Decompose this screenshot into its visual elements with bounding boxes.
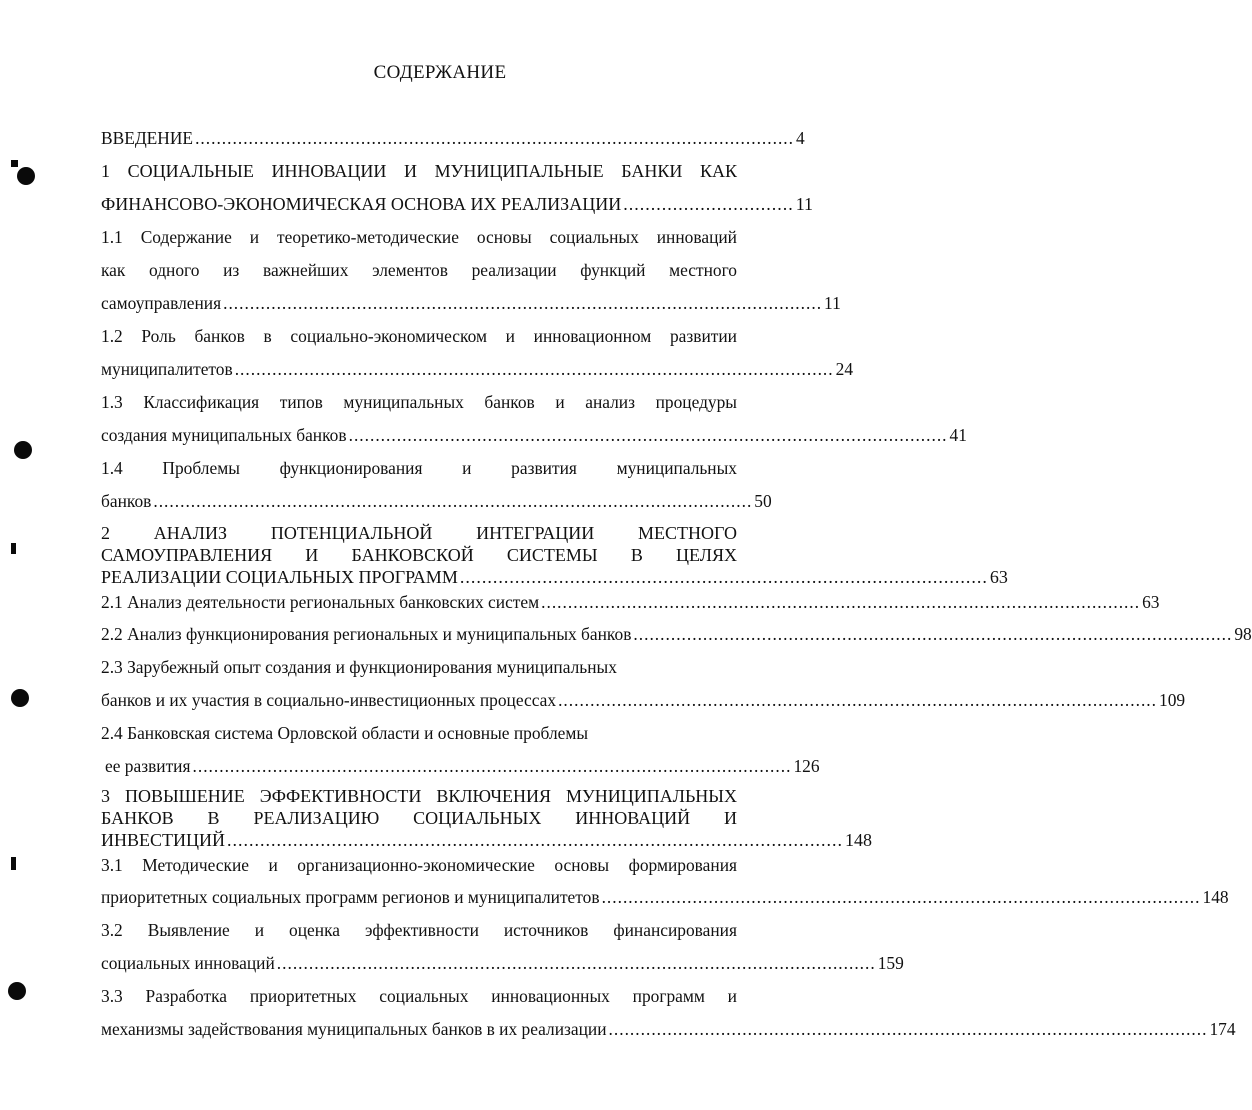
- toc-page-number: 109: [1159, 690, 1186, 710]
- dot-leader: ................................................................................................................: [234, 359, 834, 379]
- toc-entry-chapter-3[interactable]: 3 ПОВЫШЕНИЕ ЭФФЕКТИВНОСТИ ВКЛЮЧЕНИЯ МУНИЦИПАЛЬНЫХ: [101, 786, 737, 806]
- toc-page-number: 50: [754, 491, 772, 511]
- toc-page-number: 4: [796, 128, 805, 148]
- toc-page-number: 126: [793, 756, 820, 776]
- toc-entry-chapter-1-cont[interactable]: [101, 188, 814, 221]
- toc-entry-3-2[interactable]: 3.2 Выявление и оценка эффективности источников финансирования: [101, 920, 737, 940]
- scan-mark: [11, 857, 16, 870]
- toc-entry-title: муниципалитетов: [101, 359, 233, 379]
- toc-page-number: 24: [835, 359, 854, 379]
- dot-leader: ................................................................................................................: [227, 830, 843, 850]
- toc-page-number: 148: [1202, 887, 1229, 907]
- toc-page-number: 63: [989, 567, 1008, 587]
- toc-entry-3-2-end[interactable]: [101, 947, 904, 980]
- dot-leader: ................................................................................................................: [633, 624, 1233, 644]
- toc-entry-1-3-end[interactable]: [101, 419, 967, 452]
- toc-entry-3-1-end[interactable]: [101, 881, 1229, 914]
- dot-leader: ................................................................................................................: [223, 293, 823, 313]
- toc-entry-title: социальных инноваций: [101, 953, 275, 973]
- toc-entry-1-4[interactable]: 1.4 Проблемы функционирования и развития муниципальных: [101, 458, 737, 478]
- toc-entry-2-3[interactable]: 2.3 Зарубежный опыт создания и функционирования муниципальных: [101, 657, 617, 677]
- toc-page-number: 11: [795, 194, 814, 214]
- toc-entry-title: РЕАЛИЗАЦИИ СОЦИАЛЬНЫХ ПРОГРАММ: [101, 567, 458, 587]
- scan-mark: [11, 160, 18, 167]
- dot-leader: ................................................................................................: [459, 567, 988, 587]
- toc-entry-1-1-end[interactable]: [101, 287, 841, 320]
- toc-entry-2-4-end[interactable]: [101, 750, 820, 783]
- toc-entry-title: 2.2 Анализ функционирования региональных и муниципальных банков: [101, 624, 632, 644]
- toc-entry-1-2-end[interactable]: [101, 353, 854, 386]
- toc-entry-chapter-2-cont[interactable]: САМОУПРАВЛЕНИЯ И БАНКОВСКОЙ СИСТЕМЫ В ЦЕЛЯХ: [101, 545, 737, 565]
- dot-leader: ................................................................................................................: [608, 1019, 1208, 1039]
- scan-mark: [11, 543, 16, 554]
- binder-hole-3: [11, 689, 29, 707]
- dot-leader: ................................................................................................................: [195, 128, 794, 148]
- toc-entry-chapter-3-cont[interactable]: БАНКОВ В РЕАЛИЗАЦИЮ СОЦИАЛЬНЫХ ИННОВАЦИЙ И: [101, 808, 737, 828]
- toc-entry-title: ее развития: [105, 756, 191, 776]
- toc-entry-title: банков: [101, 491, 152, 511]
- toc-entry-title: 2.1 Анализ деятельности региональных банковских систем: [101, 592, 540, 612]
- dot-leader: ................................................................................................................: [192, 756, 792, 776]
- dot-leader: ................................................................................................................: [276, 953, 876, 973]
- toc-entry-chapter-2-end[interactable]: [101, 566, 1008, 588]
- toc-entry-title: ФИНАНСОВО-ЭКОНОМИЧЕСКАЯ ОСНОВА ИХ РЕАЛИЗАЦИИ: [101, 194, 622, 214]
- toc-entry-intro[interactable]: [101, 122, 805, 155]
- toc-entry-3-3-end[interactable]: [101, 1013, 1236, 1046]
- toc-entry-title: механизмы задействования муниципальных банков в их реализации: [101, 1019, 607, 1039]
- page-title: СОДЕРЖАНИЕ: [373, 62, 507, 83]
- toc-entry-2-4[interactable]: 2.4 Банковская система Орловской области и основные проблемы: [101, 723, 589, 743]
- toc-entry-chapter-1[interactable]: 1 СОЦИАЛЬНЫЕ ИННОВАЦИИ И МУНИЦИПАЛЬНЫЕ БАНКИ КАК: [101, 161, 737, 181]
- toc-entry-chapter-2[interactable]: 2 АНАЛИЗ ПОТЕНЦИАЛЬНОЙ ИНТЕГРАЦИИ МЕСТНОГО: [101, 523, 737, 543]
- toc-entry-title: приоритетных социальных программ регионов и муниципалитетов: [101, 887, 600, 907]
- toc-page-number: 174: [1209, 1019, 1236, 1039]
- dot-leader: ................................................................................................................: [558, 690, 1157, 710]
- toc-page-number: 11: [824, 293, 841, 313]
- toc-entry-2-3-end[interactable]: [101, 684, 1186, 717]
- toc-entry-1-1-cont[interactable]: как одного из важнейших элементов реализации функций местного: [101, 260, 737, 280]
- binder-hole-2: [14, 441, 32, 459]
- toc-entry-title: создания муниципальных банков: [101, 425, 347, 445]
- table-of-contents: [101, 122, 1252, 1046]
- toc-entry-chapter-3-end[interactable]: [101, 829, 872, 851]
- toc-entry-3-1[interactable]: 3.1 Методические и организационно-экономические основы формирования: [101, 855, 737, 875]
- toc-entry-2-1[interactable]: [101, 588, 1160, 618]
- dot-leader: ................................................................................................................: [601, 887, 1201, 907]
- toc-entry-1-4-end[interactable]: [101, 485, 772, 518]
- toc-entry-title: ВВЕДЕНИЕ: [101, 128, 194, 148]
- toc-entry-2-2[interactable]: [101, 618, 1252, 651]
- toc-page-number: 63: [1142, 592, 1160, 612]
- toc-page-number: 148: [845, 830, 872, 850]
- binder-hole-1: [17, 167, 35, 185]
- dot-leader: ................................................................................................................: [541, 592, 1141, 612]
- toc-entry-1-1[interactable]: 1.1 Содержание и теоретико-методические основы социальных инноваций: [101, 227, 737, 247]
- toc-entry-title: ИНВЕСТИЦИЙ: [101, 830, 225, 850]
- toc-page-number: 159: [877, 953, 904, 973]
- toc-page-number: 41: [949, 425, 967, 445]
- toc-entry-1-2[interactable]: 1.2 Роль банков в социально-экономическом и инновационном развитии: [101, 326, 737, 346]
- toc-page-number: 98: [1234, 624, 1252, 644]
- dot-leader: ...............................: [623, 194, 794, 214]
- dot-leader: ................................................................................................................: [348, 425, 948, 445]
- binder-hole-4: [8, 982, 26, 1000]
- toc-entry-title: банков и их участия в социально-инвестиционных процессах: [101, 690, 557, 710]
- toc-entry-3-3[interactable]: 3.3 Разработка приоритетных социальных инновационных программ и: [101, 986, 737, 1006]
- toc-entry-1-3[interactable]: 1.3 Классификация типов муниципальных банков и анализ процедуры: [101, 392, 737, 412]
- toc-entry-title: самоуправления: [101, 293, 222, 313]
- dot-leader: ................................................................................................................: [153, 491, 753, 511]
